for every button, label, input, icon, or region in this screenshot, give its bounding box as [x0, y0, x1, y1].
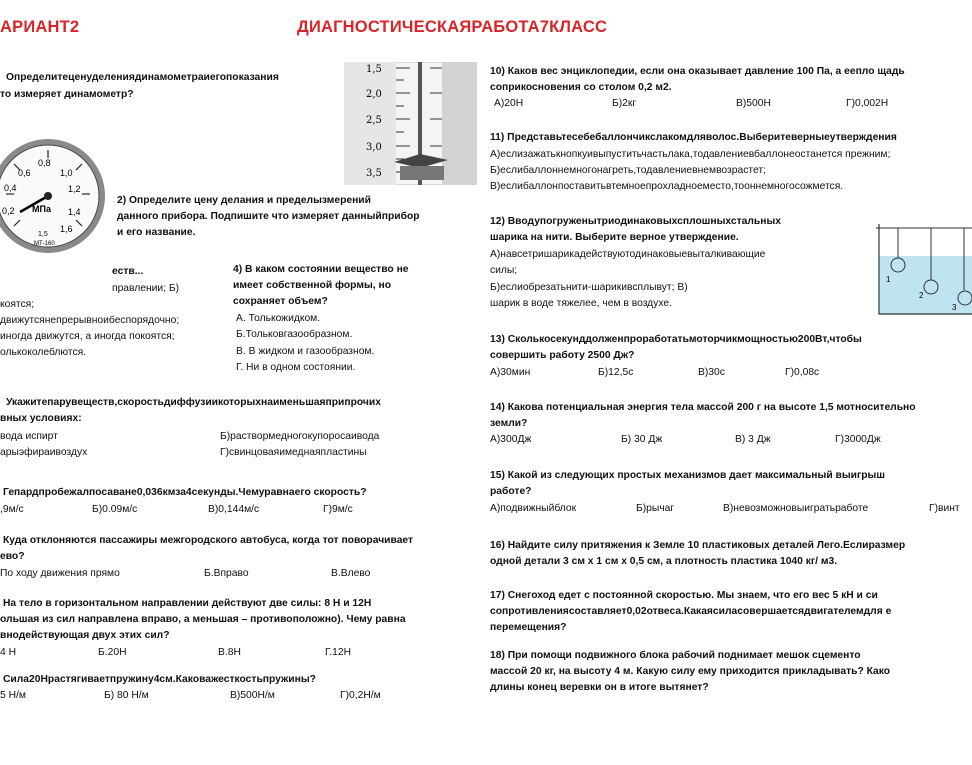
- q8-line-2: ольшая из сил направлена вправо, а меньшая – противоположно). Чему равна: [0, 614, 406, 625]
- q1-line-2: то измеряет динамометр?: [0, 89, 134, 100]
- dyn-label-1: 1,5: [366, 64, 382, 75]
- q15-option-d: Г)винт: [929, 503, 960, 514]
- q8-option-c: В.8Н: [218, 647, 241, 658]
- page-title: ДИАГНОСТИЧЕСКАЯРАБОТА7КЛАСС: [297, 18, 608, 36]
- gauge-unit: МПа: [32, 204, 51, 214]
- q4-line-3: сохраняет объем?: [233, 296, 328, 307]
- q5-option-a: вода испирт: [0, 431, 58, 442]
- q3-option-2: движутсянепрерывноибеспорядочно;: [0, 315, 180, 326]
- q15-line-1: 15) Какой из следующих простых механизмов дает максимальный выигрыш: [490, 470, 885, 481]
- q4-option-c: В. В жидком и газообразном.: [236, 346, 375, 357]
- q2-line-3: и его название.: [117, 227, 196, 238]
- q7-option-c: В.Влево: [331, 568, 371, 579]
- q3-option-3: иногда движутся, а иногда покоятся;: [0, 331, 175, 342]
- q4-option-d: Г. Ни в одном состоянии.: [236, 362, 356, 373]
- q4-line-1: 4) В каком состоянии вещество не: [233, 264, 409, 275]
- q6-option-b: Б)0.09м/с: [92, 504, 138, 515]
- q14-line-2: земли?: [490, 418, 528, 429]
- q9-option-b: Б) 80 Н/м: [104, 690, 149, 701]
- gauge-label-04: 0,4: [4, 183, 17, 193]
- dynamometer-image: [344, 62, 477, 185]
- gauge-label-16: 1,6: [60, 224, 73, 234]
- q16-line-2: одной детали 3 см х 1 см х 0,5 см, а плотность пластика 1040 кг/ м3.: [490, 556, 838, 567]
- q14-option-d: Г)3000Дж: [835, 434, 881, 445]
- q12-line-1: 12) Вводупогруженытриодинаковыхсплошныхстальных: [490, 216, 781, 227]
- q18-line-1: 18) При помощи подвижного блока рабочий поднимает мешок сцементо: [490, 650, 861, 661]
- q14-option-c: В) 3 Дж: [735, 434, 771, 445]
- gauge-label-14: 1,4: [68, 207, 81, 217]
- q1-line-1: Определитеценуделениядинамометраиегопоказания: [6, 72, 279, 83]
- q5-line-1: Укажитепарувеществ,скоростьдиффузиикоторыхнаименьшаяприпрочих: [6, 397, 381, 408]
- q6-option-c: В)0,144м/с: [208, 504, 260, 515]
- q10-option-b: Б)2кг: [612, 98, 637, 109]
- q17-line-1: 17) Снегоход едет с постоянной скоростью. Мы знаем, что его вес 5 кН и си: [490, 590, 878, 601]
- q12-option-a: А)навсетришарикадействуютодинаковыевыталкивающие: [490, 249, 766, 260]
- gauge-label-12: 1,2: [68, 184, 81, 194]
- q10-option-d: Г)0,002Н: [846, 98, 889, 109]
- ball-3-label: 3: [952, 303, 957, 312]
- dyn-label-3: 2,5: [366, 115, 382, 126]
- variant-heading: АРИАНТ2: [0, 18, 80, 36]
- q7-option-a: По ходу движения прямо: [0, 568, 120, 579]
- q10-option-a: А)20Н: [494, 98, 524, 109]
- dyn-label-5: 3,5: [366, 168, 382, 179]
- ball-2-label: 2: [919, 291, 924, 300]
- q10-line-2: соприкосновения со столом 0,2 м2.: [490, 82, 672, 93]
- q18-line-3: длины конец веревки он в итоге вытянет?: [490, 682, 709, 693]
- q16-line-1: 16) Найдите силу притяжения к Земле 10 пластиковых деталей Лего.Еслиразмер: [490, 540, 906, 551]
- q3-option-1: коятся;: [0, 299, 35, 310]
- q5-option-c: арыэфираивоздух: [0, 447, 88, 458]
- q17-line-3: перемещения?: [490, 622, 567, 633]
- q9-option-d: Г)0,2Н/м: [340, 690, 381, 701]
- q3-line-1: еств...: [112, 266, 144, 277]
- q11-option-b: Б)еслибаллоннемногонагреть,тодавлениевнемвозрастет;: [490, 165, 766, 176]
- q4-option-b: Б.Тольковгазообразном.: [236, 329, 353, 340]
- dyn-label-2: 2,0: [366, 89, 382, 100]
- q12-option-c: шарик в воде тяжелее, чем в воздухе.: [490, 298, 672, 309]
- q13-option-a: А)30мин: [490, 367, 531, 378]
- q4-option-a: А. Толькожидком.: [236, 313, 321, 324]
- q11-option-c: В)еслибаллонпоставитьвтемноепрохладноеместо,тооннемногосожмется.: [490, 181, 844, 192]
- q11-option-a: А)еслизажатькнопкуивыпуститьчастьлака,тодавлениевбаллонеостанется прежним;: [490, 149, 891, 160]
- q6-option-a: ,9м/с: [0, 504, 24, 515]
- q7-option-b: Б.Вправо: [204, 568, 249, 579]
- q13-option-d: Г)0,08с: [785, 367, 820, 378]
- q13-line-2: совершить работу 2500 Дж?: [490, 350, 635, 361]
- q2-line-1: 2) Определите цену делания и пределызмерений: [117, 195, 371, 206]
- q11-question: 11) Представьтесебебаллончикслакомдляволос.Выберитеверныеутверждения: [490, 132, 897, 143]
- q12-line-2: шарика на нити. Выберите верное утверждение.: [490, 232, 739, 243]
- q14-line-1: 14) Какова потенциальная энергия тела массой 200 г на высоте 1,5 мотносительно: [490, 402, 916, 413]
- q15-option-c: В)невозможновыигратьработе: [723, 503, 869, 514]
- q6-option-d: Г)9м/с: [323, 504, 353, 515]
- q9-option-c: В)500Н/м: [230, 690, 275, 701]
- ball-1-label: 1: [886, 275, 891, 284]
- q6-question: Гепардпробежалпосаване0,036кмза4секунды.Чемуравнаего скорость?: [3, 487, 367, 498]
- q14-option-a: А)300Дж: [490, 434, 532, 445]
- q8-option-b: Б.20Н: [98, 647, 127, 658]
- gauge-label-02: 0,2: [2, 206, 15, 216]
- q8-line-1: На тело в горизонтальном направлении действуют две силы: 8 Н и 12Н: [3, 598, 372, 609]
- q3-line-2: правлении; Б): [112, 283, 180, 294]
- q15-line-2: работе?: [490, 486, 532, 497]
- manometer-image: [0, 132, 110, 260]
- q13-option-b: Б)12,5с: [598, 367, 634, 378]
- q7-line-1: Куда отклоняются пассажиры межгородского автобуса, когда тот поворачивает: [3, 535, 414, 546]
- q2-line-2: данного прибора. Подпишите что измеряет данныйприбор: [117, 211, 420, 222]
- q10-line-1: 10) Каков вес энциклопедии, если она оказывает давление 100 Па, а еепло щадь: [490, 66, 905, 77]
- q3-option-4: олькоколеблются.: [0, 347, 87, 358]
- q8-line-3: внодействующая двух этих сил?: [0, 630, 170, 641]
- q15-option-a: А)подвижныйблок: [490, 503, 577, 514]
- q15-option-b: Б)рычаг: [636, 503, 675, 514]
- gauge-label-08: 0,8: [38, 158, 51, 168]
- q10-option-c: В)500Н: [736, 98, 771, 109]
- dyn-label-4: 3,0: [366, 142, 382, 153]
- q12-option-a-cont: силы;: [490, 265, 518, 276]
- q13-line-1: 13) Сколькосекунддолженпроработатьмоторчикмощностью200Вт,чтобы: [490, 334, 862, 345]
- q4-line-2: имеет собственной формы, но: [233, 280, 391, 291]
- beaker-image: [876, 222, 972, 318]
- gauge-label-06: 0,6: [18, 168, 31, 178]
- gauge-label-10: 1,0: [60, 168, 73, 178]
- q12-option-b: Б)еслиобрезатьнити-шарикивсплывут; В): [490, 282, 688, 293]
- q5-option-d: Г)свинцоваяимеднаяпластины: [220, 447, 367, 458]
- gauge-model: МТ-160: [34, 241, 55, 247]
- q8-option-d: Г.12Н: [325, 647, 352, 658]
- gauge-class: 1,5: [38, 231, 48, 238]
- q8-option-a: 4 Н: [0, 647, 17, 658]
- q5-option-b: Б)раствормедногокупоросаивода: [220, 431, 380, 442]
- q13-option-c: В)30с: [698, 367, 725, 378]
- q17-line-2: сопротивлениясоставляет0,02отвеса.Какаясиласовершаетсядвигателемдля е: [490, 606, 892, 617]
- q7-line-2: ево?: [0, 551, 25, 562]
- q14-option-b: Б) 30 Дж: [621, 434, 663, 445]
- q9-option-a: 5 Н/м: [0, 690, 26, 701]
- q18-line-2: массой 20 кг, на высоту 4 м. Какую силу ему приходится прикладывать? Како: [490, 666, 891, 677]
- q5-line-2: вных условиях:: [0, 413, 82, 424]
- q9-question: Сила20Нрастягиваетпружину4см.Каковажесткостьпружины?: [3, 674, 316, 685]
